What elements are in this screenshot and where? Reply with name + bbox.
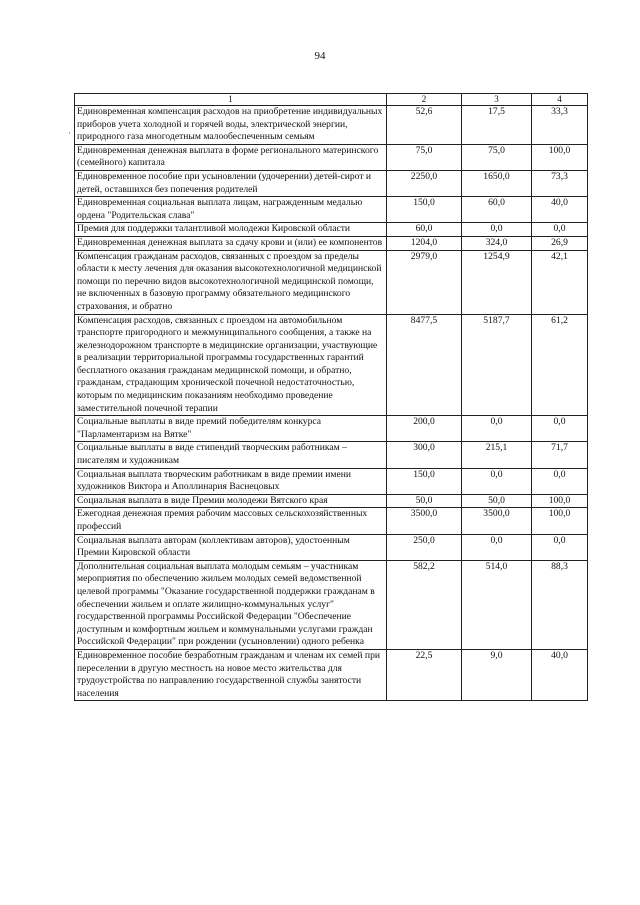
row-value-col3: 60,0 (462, 197, 532, 223)
margin-mark: · (68, 128, 71, 138)
row-description: Единовременное пособие безработным гражданам и членам их семей при переселении в другую местность на новое место жительства для трудоустройства по направлению государственной службы занятости населения (75, 649, 387, 700)
row-value-col4: 0,0 (532, 416, 588, 442)
table-row (75, 106, 588, 145)
row-value-col2: 22,5 (387, 649, 462, 700)
row-description: Единовременная социальная выплата лицам, награжденным медалью ордена "Родительская слава" (75, 197, 387, 223)
row-value-col4: 42,1 (532, 250, 588, 314)
table-row (75, 508, 588, 534)
row-description: Социальная выплата авторам (коллективам авторов), удостоенным Премии Кировской области (75, 534, 387, 560)
table-row (75, 442, 588, 468)
row-value-col3: 0,0 (462, 534, 532, 560)
row-value-col4: 100,0 (532, 494, 588, 508)
table-row (75, 649, 588, 700)
row-description: Компенсация гражданам расходов, связанных с проездом за пределы области к месту лечения для оказания высокотехнологичной медицинской помощи по перечню видов высокотехнологичной медицинской помощи, не включенных в базовую программу обязательного медицинского страхования, и обратно (75, 250, 387, 314)
row-value-col4: 40,0 (532, 649, 588, 700)
row-value-col4: 100,0 (532, 508, 588, 534)
table-row (75, 416, 588, 442)
row-value-col2: 75,0 (387, 144, 462, 170)
row-description: Социальные выплаты в виде стипендий творческим работникам – писателям и художникам (75, 442, 387, 468)
row-value-col3: 215,1 (462, 442, 532, 468)
table-header-row (75, 94, 588, 106)
column-header-4: 4 (532, 94, 588, 106)
row-value-col3: 9,0 (462, 649, 532, 700)
table-row (75, 534, 588, 560)
row-value-col3: 0,0 (462, 468, 532, 494)
row-value-col3: 75,0 (462, 144, 532, 170)
page-number: 94 (314, 50, 326, 62)
row-value-col2: 300,0 (387, 442, 462, 468)
row-description: Премия для поддержки талантливой молодежи Кировской области (75, 223, 387, 237)
row-description: Социальная выплата в виде Премии молодежи Вятского края (75, 494, 387, 508)
column-header-2: 2 (387, 94, 462, 106)
row-description: Социальная выплата творческим работникам в виде премии имени художников Виктора и Аполлинария Васнецовых (75, 468, 387, 494)
row-value-col3: 3500,0 (462, 508, 532, 534)
row-description: Единовременная компенсация расходов на приобретение индивидуальных приборов учета холодной и горячей воды, электрической энергии, природного газа многодетным малообеспеченным семьям (75, 106, 387, 145)
table-row (75, 223, 588, 237)
row-value-col3: 0,0 (462, 223, 532, 237)
row-value-col2: 250,0 (387, 534, 462, 560)
table-row (75, 494, 588, 508)
table-row (75, 170, 588, 196)
row-value-col3: 5187,7 (462, 314, 532, 416)
row-value-col4: 61,2 (532, 314, 588, 416)
row-value-col2: 150,0 (387, 197, 462, 223)
row-description: Единовременная денежная выплата за сдачу крови и (или) ее компонентов (75, 236, 387, 250)
column-header-3: 3 (462, 94, 532, 106)
table-row (75, 236, 588, 250)
row-value-col4: 73,3 (532, 170, 588, 196)
row-description: Единовременная денежная выплата в форме регионального материнского (семейного) капитала (75, 144, 387, 170)
row-value-col4: 88,3 (532, 560, 588, 649)
row-value-col4: 0,0 (532, 223, 588, 237)
row-description: Дополнительная социальная выплата молодым семьям – участникам мероприятия по обеспечению жильем молодых семей ведомственной целевой программы "Оказание государственной поддержки гражданам в обеспечении жильем и оплате жилищно-коммунальных услуг" государственной программы Российской Федерации "Обеспечение доступным и комфортным жильем и коммунальными услугами граждан Российской Федерации" при рождении (усыновлении) одного ребенка (75, 560, 387, 649)
table-row (75, 314, 588, 416)
row-value-col4: 71,7 (532, 442, 588, 468)
row-value-col2: 2250,0 (387, 170, 462, 196)
table-row (75, 468, 588, 494)
row-value-col3: 17,5 (462, 106, 532, 145)
table-row (75, 560, 588, 649)
table-row (75, 144, 588, 170)
table-row (75, 250, 588, 314)
payments-table (74, 93, 588, 701)
row-value-col3: 1650,0 (462, 170, 532, 196)
row-value-col3: 324,0 (462, 236, 532, 250)
row-value-col4: 0,0 (532, 534, 588, 560)
table-body (75, 94, 588, 701)
row-value-col2: 582,2 (387, 560, 462, 649)
row-value-col2: 8477,5 (387, 314, 462, 416)
row-value-col4: 26,9 (532, 236, 588, 250)
row-value-col3: 0,0 (462, 416, 532, 442)
row-value-col3: 514,0 (462, 560, 532, 649)
row-value-col2: 52,6 (387, 106, 462, 145)
row-value-col4: 100,0 (532, 144, 588, 170)
row-value-col2: 2979,0 (387, 250, 462, 314)
row-description: Компенсация расходов, связанных с проездом на автомобильном транспорте пригородного и межмуниципального сообщения, а также на железнодорожном транспорте в медицинские организации, участвующие в реализации территориальной программы государственных гарантий бесплатного оказания гражданам медицинской помощи, и обратно, гражданам, страдающим хронической почечной недостаточностью, которым по медицинским показаниям необходимо проведение заместительной почечной терапии (75, 314, 387, 416)
row-description: Ежегодная денежная премия рабочим массовых сельскохозяйственных профессий (75, 508, 387, 534)
row-value-col3: 1254,9 (462, 250, 532, 314)
row-value-col2: 3500,0 (387, 508, 462, 534)
row-value-col4: 0,0 (532, 468, 588, 494)
table-row (75, 197, 588, 223)
row-value-col4: 40,0 (532, 197, 588, 223)
row-value-col2: 50,0 (387, 494, 462, 508)
row-description: Единовременное пособие при усыновлении (удочерении) детей-сирот и детей, оставшихся без попечения родителей (75, 170, 387, 196)
row-value-col2: 150,0 (387, 468, 462, 494)
row-value-col3: 50,0 (462, 494, 532, 508)
row-value-col4: 33,3 (532, 106, 588, 145)
row-value-col2: 200,0 (387, 416, 462, 442)
row-value-col2: 1204,0 (387, 236, 462, 250)
row-description: Социальные выплаты в виде премий победителям конкурса "Парламентаризм на Вятке" (75, 416, 387, 442)
row-value-col2: 60,0 (387, 223, 462, 237)
column-header-1: 1 (75, 94, 387, 106)
